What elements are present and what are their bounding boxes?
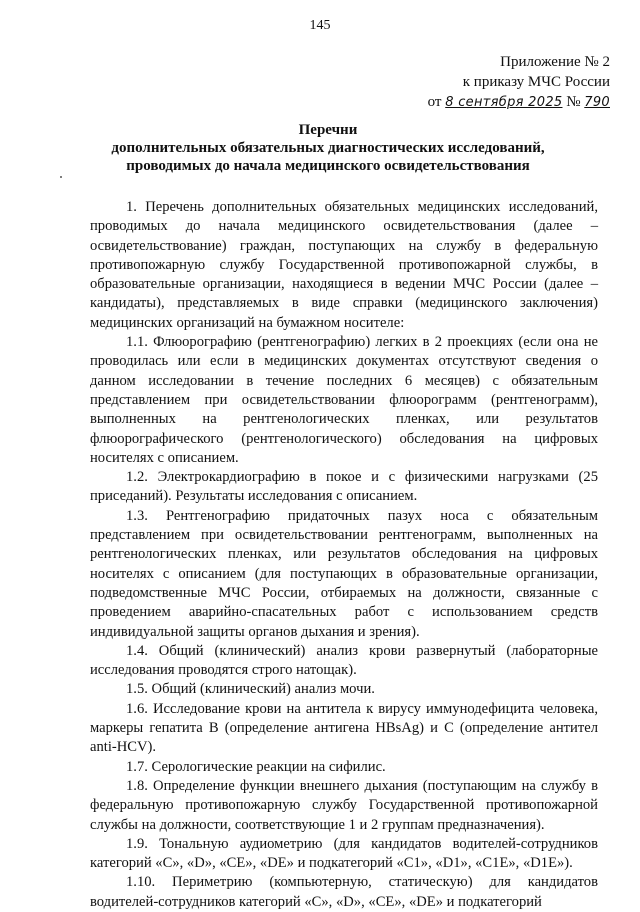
title-line-1: Перечни bbox=[298, 122, 358, 138]
appendix-order-ref: к приказу МЧС России bbox=[462, 74, 610, 90]
appendix-from-label: от bbox=[427, 94, 442, 110]
page-number: 145 bbox=[309, 18, 331, 33]
paragraph-1-4: 1.4. Общий (клинический) анализ крови развернутый (лабораторные исследования проводятся строго натощак). bbox=[90, 642, 598, 679]
document-body bbox=[90, 198, 598, 912]
document-title bbox=[60, 121, 596, 175]
appendix-title: Приложение № 2 bbox=[500, 54, 610, 70]
paragraph-1-6: 1.6. Исследование крови на антитела к вирусу иммунодефицита человека, маркеры гепатита В (определение антигена HBsAg) и С (определение антител anti-HCV). bbox=[90, 700, 598, 756]
paragraph-1-7: 1.7. Серологические реакции на сифилис. bbox=[126, 758, 386, 775]
scan-dot-mark bbox=[60, 176, 62, 178]
appendix-date-number bbox=[420, 92, 610, 113]
handwritten-number: 790 bbox=[584, 95, 610, 110]
paragraph-1-2: 1.2. Электрокардиографию в покое и с физическими нагрузками (25 приседаний). Результаты исследования с описанием. bbox=[90, 469, 598, 505]
paragraph-1-5: 1.5. Общий (клинический) анализ мочи. bbox=[126, 681, 375, 698]
number-sign: № bbox=[566, 94, 581, 110]
paragraph-1-10: 1.10. Периметрию (компьютерную, статическую) для кандидатов водителей-сотрудников категорий «С», «D», «СЕ», «DE» и подкатегорий bbox=[90, 874, 598, 910]
appendix-block bbox=[420, 52, 610, 113]
title-line-3: проводимых до начала медицинского освидетельствования bbox=[126, 158, 530, 174]
paragraph-1-1: 1.1. Флюорографию (рентгенографию) легких в 2 проекциях (если она не проводилась или если в медицинских документах отсутствуют сведения о данном исследовании в течение последних 6 месяцев) с обязательным представлением при освидетельствовании флюорограмм (рентгенограмм), выполненных на рентгенологических пленках, или результатов флюорографического (рентгенологического) обследования на цифровых носителях с описанием. bbox=[90, 334, 598, 466]
handwritten-date: 8 сентября 2025 bbox=[445, 95, 563, 110]
paragraph-1-9: 1.9. Тональную аудиометрию (для кандидатов водителей-сотрудников категорий «С», «D», «СЕ», «DE» и подкатегорий «С1», «D1», «С1Е», «D1E»). bbox=[90, 835, 598, 872]
paragraph-1-8: 1.8. Определение функции внешнего дыхания (поступающим на службу в федеральную противопожарную службу Государственной противопожарной службы на должности, соответствующие 1 и 2 группам предназначения). bbox=[90, 777, 598, 833]
paragraph-1-3: 1.3. Рентгенографию придаточных пазух носа с обязательным представлением при освидетельствовании рентгенограмм, выполненных на рентгенологических пленках, или результатов обследования на цифровых носителях с описанием (для поступающих в образовательные организации, подведомственные МЧС России, отбираемых на должности, связанные с проведением аварийно-спасательных работ с использованием средств индивидуальной защиты органов дыхания и зрения). bbox=[90, 507, 598, 640]
title-line-2: дополнительных обязательных диагностических исследований, bbox=[111, 140, 545, 156]
paragraph-1: 1. Перечень дополнительных обязательных медицинских исследований, проводимых до начала медицинского освидетельствования (далее – освидетельствование) граждан, поступающих на службу в федеральную противопожарную службу Государственной противопожарной службы, в образовательные организации, находящиеся в ведении МЧС России (далее – кандидаты), представляемых в виде справки (медицинского заключения) медицинских организаций на бумажном носителе: bbox=[90, 199, 598, 331]
